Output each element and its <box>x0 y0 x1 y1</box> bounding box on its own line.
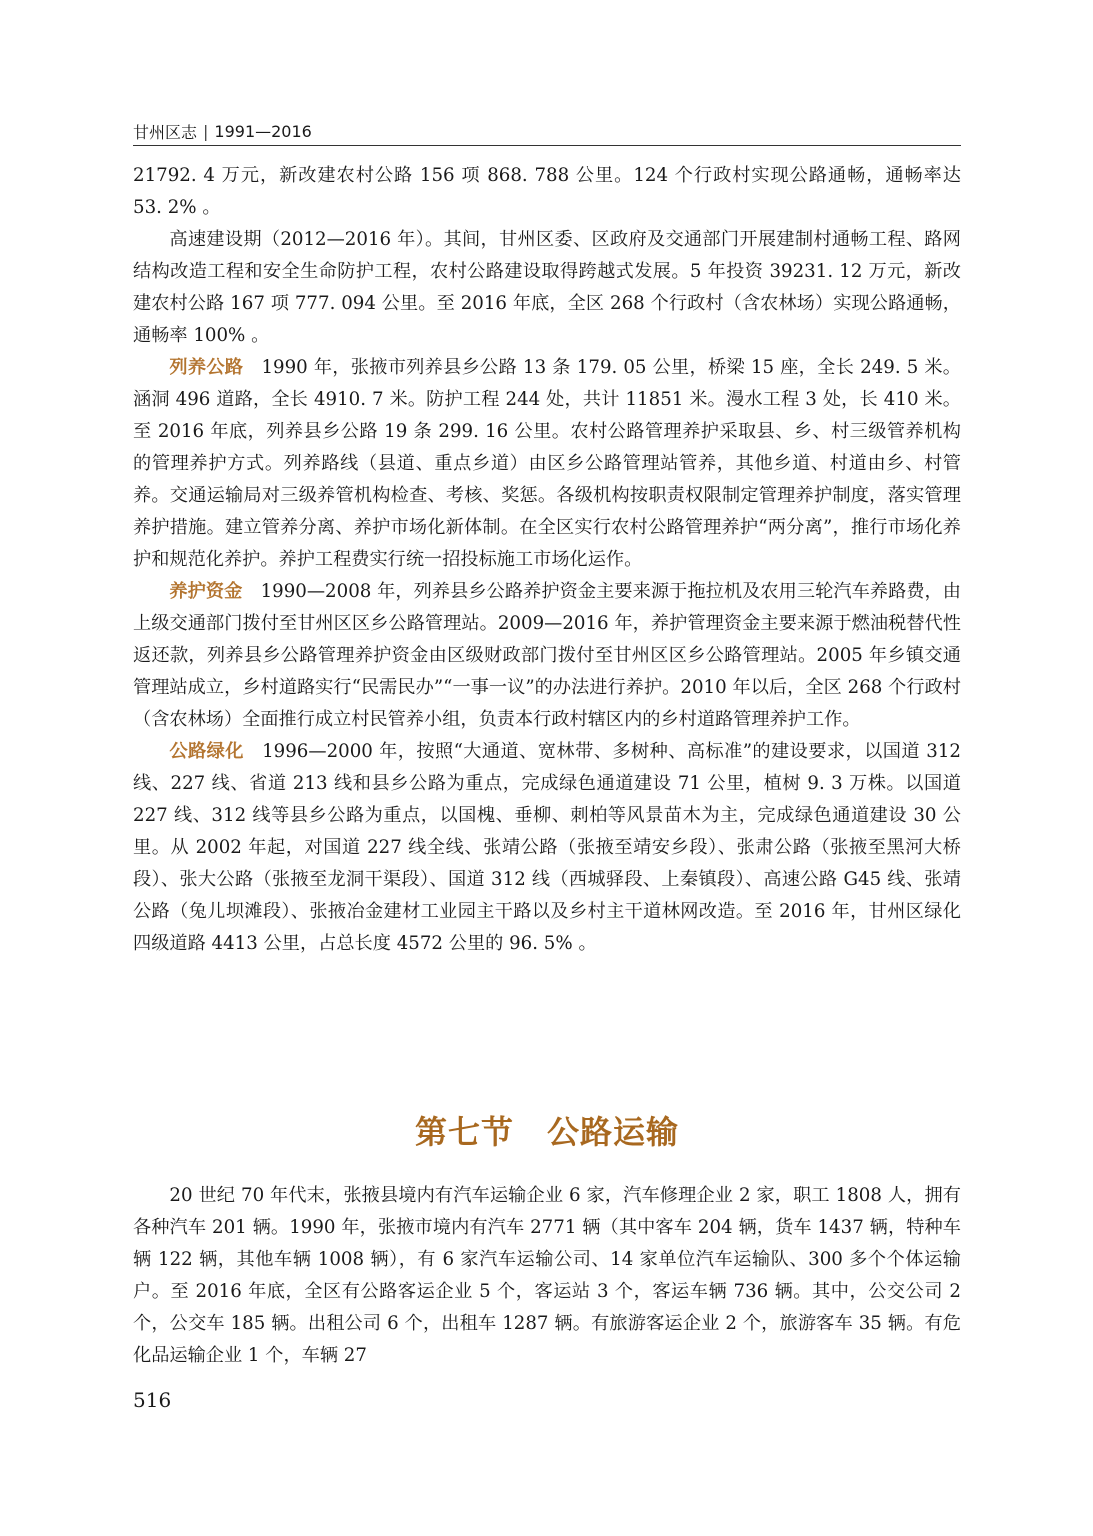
body-text-top <box>133 160 961 960</box>
paragraph <box>133 736 961 960</box>
paragraph-text: 高速建设期（2012—2016 年）。其间，甘州区委、区政府及交通部门开展建制村通畅工程、路网结构改造工程和安全生命防护工程，农村公路建设取得跨越式发展。5 年投资 39231. 12 万元，新改建农村公路 167 项 777. 094 公里。至 2016 年底，全区 268 个行政村（含农林场）实现公路通畅，通畅率 100% 。 <box>133 229 961 346</box>
paragraph <box>133 352 961 576</box>
paragraph <box>133 160 961 224</box>
book-title: 甘州区志 <box>133 123 198 142</box>
running-header <box>133 120 961 146</box>
paragraph-keyword: 公路绿化 <box>169 741 244 762</box>
paragraph-text: 1990—2008 年，列养县乡公路养护资金主要来源于拖拉机及农用三轮汽车养路费，由上级交通部门拨付至甘州区区乡公路管理站。2009—2016 年，养护管理资金主要来源于燃油税替代性返还款，列养县乡公路管理养护资金由区级财政部门拨付至甘州区区乡公路管理站。2005 年乡镇交通管理站成立，乡村道路实行“民需民办”“一事一议”的办法进行养护。2010 年以后，全区 268 个行政村（含农林场）全面推行成立村民管养小组，负责本行政村辖区内的乡村道路管理养护工作。 <box>133 581 961 730</box>
paragraph-text: 20 世纪 70 年代末，张掖县境内有汽车运输企业 6 家，汽车修理企业 2 家，职工 1808 人，拥有各种汽车 201 辆。1990 年，张掖市境内有汽车 2771 辆（其中客车 204 辆，货车 1437 辆，特种车辆 122 辆，其他车辆 1008 辆），有 6 家汽车运输公司、14 家单位汽车运输队、300 多个个体运输户。至 2016 年底，全区有公路客运企业 5 个，客运站 3 个，客运车辆 736 辆。其中，公交公司 2 个，公交车 185 辆。出租公司 6 个，出租车 1287 辆。有旅游客运企业 2 个，旅游客车 35 辆。有危化品运输企业 1 个，车辆 27 <box>133 1185 961 1366</box>
paragraph-text: 1996—2000 年，按照“大通道、宽林带、多树种、高标准”的建设要求，以国道 312 线、227 线、省道 213 线和县乡公路为重点，完成绿色通道建设 71 公里，植树 9. 3 万株。以国道 227 线、312 线等县乡公路为重点，以国槐、垂柳、刺柏等风景苗木为主，完成绿色通道建设 30 公里。从 2002 年起，对国道 227 线全线、张靖公路（张掖至靖安乡段）、张肃公路（张掖至黑河大桥段）、张大公路（张掖至龙洞干渠段）、国道 312 线（西城驿段、上秦镇段）、高速公路 G45 线、张靖公路（兔儿坝滩段）、张掖冶金建材工业园主干路以及乡村主干道林网改造。至 2016 年，甘州区绿化四级道路 4413 公里，占总长度 4572 公里的 96. 5% 。 <box>133 741 961 954</box>
page-number: 516 <box>133 1388 172 1412</box>
paragraph-text: 21792. 4 万元，新改建农村公路 156 项 868. 788 公里。124 个行政村实现公路通畅，通畅率达 53. 2% 。 <box>133 165 961 218</box>
paragraph <box>133 1180 961 1372</box>
paragraph <box>133 576 961 736</box>
header-rule <box>133 145 961 146</box>
paragraph-text: 1990 年，张掖市列养县乡公路 13 条 179. 05 公里，桥梁 15 座，全长 249. 5 米。涵洞 496 道路，全长 4910. 7 米。防护工程 244 处，共计 11851 米。漫水工程 3 处，长 410 米。至 2016 年底，列养县乡公路 19 条 299. 16 公里。农村公路管理养护采取县、乡、村三级管养机构的管理养护方式。列养路线（县道、重点乡道）由区乡公路管理站管养，其他乡道、村道由乡、村管养。交通运输局对三级养管机构检查、考核、奖惩。各级机构按职责权限制定管理养护制度，落实管理养护措施。建立管养分离、养护市场化新体制。在全区实行农村公路管理养护“两分离”，推行市场化养护和规范化养护。养护工程费实行统一招投标施工市场化运作。 <box>133 357 961 570</box>
body-text-bottom <box>133 1180 961 1372</box>
paragraph-keyword: 列养公路 <box>169 357 244 378</box>
header-separator: | <box>203 122 209 141</box>
section-title: 第七节 公路运输 <box>414 1113 679 1151</box>
paragraph <box>133 224 961 352</box>
header-years: 1991—2016 <box>214 122 312 141</box>
paragraph-keyword: 养护资金 <box>169 581 243 602</box>
